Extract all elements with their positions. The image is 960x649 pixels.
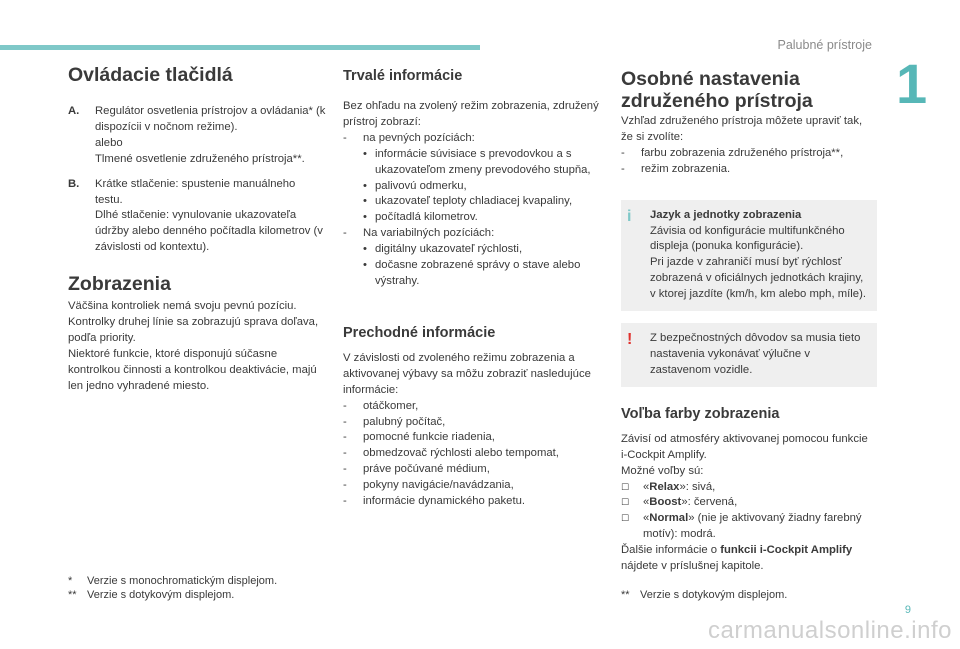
list-item: • ukazovateľ teploty chladiacej kvapaliny, [343,194,601,210]
choice-desc: (nie je aktivovaný žiadny farebný motív): modrá. [643,512,862,541]
info-icon: i [627,207,632,225]
header-accent-bar [0,45,480,50]
footnote [68,575,326,589]
list-item: • informácie súvisiace s prevodovkou a s ukazovateľom zmeny prevodového stupňa, [343,147,601,179]
list-text: Na variabilných pozíciách: [363,227,495,240]
choice-name: Normal [649,512,689,525]
displays-title: Zobrazenia [68,273,171,296]
permanent-title: Trvalé informácie [343,68,463,84]
info-box-title: Jazyk a jednotky zobrazenia [650,208,802,221]
chapter-number: 1 [896,52,928,115]
list-text: práve počúvané médium, [363,463,490,476]
list-text: informácie súvisiace s prevodovkou a s ukazovateľom zmeny prevodového stupňa, [375,147,591,176]
list-item: - palubný počítač, [343,415,601,431]
list-text: farbu zobrazenia združeného prístroja**, [641,146,844,159]
page-number: 9 [904,604,911,616]
settings-title [621,68,877,112]
list-item: • dočasne zobrazené správy o stave alebo výstrahy. [343,258,601,290]
item-label: A. [68,105,80,117]
list-item: - obmedzovač rýchlosti alebo tempomat, [343,446,601,462]
more-bold: funkcii i-Cockpit Amplify [720,544,853,557]
info-box [621,200,877,311]
choice-name: Relax [649,480,680,493]
more-info-text [621,543,877,575]
list-text: informácie dynamického paketu. [363,495,526,508]
item-label: B. [68,177,80,190]
section-header: Palubné prístroje [777,38,872,52]
choice-item: ☐ «Normal» (nie je aktivovaný žiadny farebný motív): modrá. [621,511,877,543]
checkbox-icon: ☐ [621,481,630,492]
displays-text: Väčšina kontroliek nemá svoju pevnú pozíciu. Kontrolky druhej línie sa zobrazujú sprava doľava, podľa priority. [68,300,319,344]
footnote-mark: ** [68,588,77,601]
footnote-text: Verzie s dotykovým displejom. [87,588,235,601]
column-permanent-info [343,64,601,510]
color-choice-intro: Závisí od atmosféry aktivovanej pomocou funkcie i-Cockpit Amplify. [621,432,868,461]
list-text: ukazovateľ teploty chladiacej kvapaliny, [375,195,573,208]
checkbox-icon: ☐ [621,497,630,508]
footnote-text: Verzie s monochromatickým displejom. [87,575,278,587]
transient-intro: V závislosti od zvoleného režimu zobrazenia a aktivovanej výbavy sa môžu zobraziť nasledujúce informácie: [343,351,591,396]
choice-desc: : červená, [687,496,738,509]
item-line: Regulátor osvetlenia prístrojov a ovládania* (k dispozícii v nočnom režime). [95,105,326,133]
column-personal-settings [621,64,877,602]
control-item-b [68,177,326,257]
footnote-text: Verzie s dotykovým displejom. [640,588,788,601]
list-text: pokyny navigácie/navádzania, [363,479,514,492]
choice-item: ☐ «Relax»: sivá, [621,480,877,496]
list-item: - otáčkomer, [343,399,601,415]
list-item: • digitálny ukazovateľ rýchlosti, [343,242,601,258]
choice-item: ☐ «Boost»: červená, [621,495,877,511]
list-text: obmedzovač rýchlosti alebo tempomat, [363,447,559,460]
warning-box-text: Z bezpečnostných dôvodov sa musia tieto nastavenia vykonávať výlučne v zastavenom vozidle. [650,332,861,376]
more-suffix: nájdete v príslušnej kapitole. [621,560,764,573]
more-prefix: Ďalšie informácie o [621,544,721,557]
footnote [621,589,877,603]
footnote-mark: ** [621,588,630,601]
control-item-a [68,104,326,168]
transient-title: Prechodné informácie [343,324,496,341]
title-line: Osobné nastavenia [621,68,800,90]
footnote [68,589,326,603]
choice-desc: : sivá, [685,480,716,493]
list-item: • počítadlá kilometrov. [343,210,601,226]
color-choice-title: Voľba farby zobrazenia [621,405,780,422]
list-text: otáčkomer, [363,399,419,412]
watermark: carmanualsonline.info [708,617,952,644]
warning-icon: ! [627,331,633,349]
list-item: - režim zobrazenia. [621,162,877,178]
list-text: palivovú odmerku, [375,179,467,192]
settings-intro: Vzhľad združeného prístroja môžete upraviť tak, že si zvolíte: [621,115,863,143]
info-box-text: Pri jazde v zahraničí musí byť rýchlosť zobrazená v oficiálnych jednotkách krajiny, v ktorej jazdíte (km/h, km alebo mph, míle). [650,256,866,301]
list-item: - farbu zobrazenia združeného prístroja**, [621,146,877,162]
list-text: režim zobrazenia. [641,162,731,175]
list-item: - informácie dynamického paketu. [343,494,601,510]
permanent-intro: Bez ohľadu na zvolený režim zobrazenia, združený prístroj zobrazí: [343,100,599,128]
list-text: pomocné funkcie riadenia, [363,431,495,444]
color-choice-label: Možné voľby sú: [621,464,704,477]
controls-title: Ovládacie tlačidlá [68,64,233,86]
item-line: Dlhé stlačenie: vynulovanie ukazovateľa údržby alebo denného počítadla kilometrov (v závislosti od kontextu). [95,209,323,254]
list-text: digitálny ukazovateľ rýchlosti, [375,243,523,256]
list-item: • palivovú odmerku, [343,179,601,195]
list-text: palubný počítač, [363,415,446,428]
info-box-text: Závisia od konfigurácie multifunkčného displeja (ponuka konfigurácie). [650,224,845,253]
list-item: - Na variabilných pozíciách: [343,226,601,242]
list-item: - pokyny navigácie/navádzania, [343,478,601,494]
choice-name: Boost [649,496,682,509]
item-line: alebo [95,136,123,149]
checkbox-icon: ☐ [621,513,630,524]
list-text: dočasne zobrazené správy o stave alebo výstrahy. [375,259,581,287]
title-line: združeného prístroja [621,90,813,112]
list-item: - pomocné funkcie riadenia, [343,430,601,446]
column-controls [68,64,326,601]
footnote-mark: * [68,575,73,587]
displays-text: Niektoré funkcie, ktoré disponujú súčasne kontrolkou činnosti a kontrolkou deaktivácie, majú len jedno vyhradené miesto. [68,347,317,392]
warning-box [621,323,877,387]
item-line: Krátke stlačenie: spustenie manuálneho testu. [95,177,296,206]
list-text: na pevných pozíciách: [363,131,475,144]
item-line: Tlmené osvetlenie združeného prístroja**. [95,152,305,165]
list-item: - práve počúvané médium, [343,462,601,478]
list-text: počítadlá kilometrov. [375,211,478,224]
list-item: - na pevných pozíciách: [343,131,601,147]
